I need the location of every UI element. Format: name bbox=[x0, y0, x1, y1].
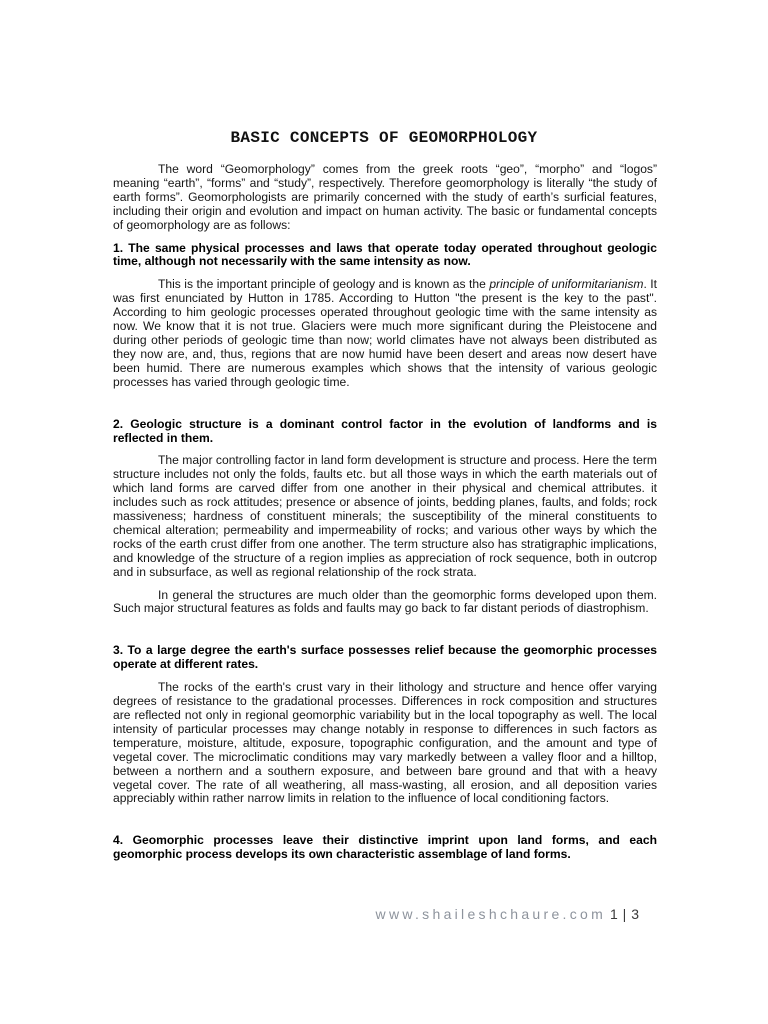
section-1-emphasis: principle of uniformitarianism bbox=[489, 277, 644, 292]
footer-website: www.shaileshchaure.com bbox=[375, 906, 607, 922]
section-2-paragraph-2: In general the structures are much older than the geomorphic forms developed upon them. Such major structural features as folds and faults may go back to far distant periods of diastrophism. bbox=[113, 587, 657, 616]
footer-separator: | bbox=[622, 906, 628, 922]
section-2-paragraph-1: The major controlling factor in land form development is structure and process. Here the term structure includes not only the folds, faults etc. but all those ways in which the earth materials out of which land forms are carved differ from one another in their physical and chemical attributes. it includes such as rock attitudes; presence or absence of joints, bedding planes, faults, and folds; rock massiveness; hardness of constituent minerals; the susceptibility of the mineral constituents to chemical alteration; permeability and impermeability of rocks; and various other ways by which the rocks of the earth crust differ from one another. The term structure also has stratigraphic implications, and knowledge of the structure of a region implies as appreciation of rock sequence, both in outcrop and in subsurface, as well as regional relationship of the rock strata. bbox=[113, 453, 657, 579]
section-2-heading: 2. Geologic structure is a dominant control factor in the evolution of landforms and is reflected in them. bbox=[113, 416, 657, 445]
section-1-text-a: This is the important principle of geology and is known as the bbox=[158, 277, 490, 292]
section-1-heading: 1. The same physical processes and laws that operate today operated throughout geologic time, although not necessarily with the same intensity as now. bbox=[113, 240, 657, 269]
section-3-paragraph: The rocks of the earth's crust vary in their lithology and structure and hence offer varying degrees of resistance to the gradational processes. Differences in rock composition and structures are reflected not only in regional geomorphic variability but in the local topography as well. The local intensity of particular processes may change notably in response to differences in such factors as temperature, moisture, altitude, exposure, topographic configuration, and the amount and type of vegetal cover. The microclimatic conditions may vary markedly between a valley floor and a hilltop, between a northern and a southern exposure, and between bare ground and that with a heavy vegetal cover. The rate of all weathering, all mass-wasting, all erosion, and all deposition varies appreciably within rather narrow limits in relation to the influence of local conditioning factors. bbox=[113, 680, 657, 806]
intro-paragraph: The word “Geomorphology” comes from the greek roots “geo”, “morpho” and “logos” meaning “earth”, “forms” and “study”, respectively. Therefore geomorphology is literally “the study of earth forms”. Geomorphologists are primarily concerned with the study of earth’s surficial features, including their origin and evolution and impact on human activity. The basic or fundamental concepts of geomorphology are as follows: bbox=[113, 162, 657, 232]
page-title: BASIC CONCEPTS OF GEOMORPHOLOGY bbox=[230, 129, 538, 147]
section-3-heading: 3. To a large degree the earth's surface possesses relief because the geomorphic processes operate at different rates. bbox=[113, 643, 657, 672]
document-body bbox=[113, 163, 657, 862]
footer-total-pages: 3 bbox=[631, 906, 640, 922]
section-1-paragraph bbox=[113, 278, 657, 389]
footer-page-number: 1 bbox=[609, 906, 619, 922]
page-footer bbox=[376, 906, 640, 922]
section-1-text-b: . It was first enunciated by Hutton in 1785. According to Hutton "the present is the key to the past". According to him geologic processes operated throughout geologic time with the same intensity as now. We know that it is not true. Glaciers were much more significant during the Pleistocene and during other periods of geologic time than now; world climates have not always been distributed as they now are, and, thus, regions that are now humid have been desert and areas now desert have been humid. There are numerous examples which shows that the intensity of various geologic processes has varied through geologic time. bbox=[113, 277, 657, 389]
section-4-heading: 4. Geomorphic processes leave their distinctive imprint upon land forms, and each geomorphic process develops its own characteristic assemblage of land forms. bbox=[113, 833, 657, 862]
